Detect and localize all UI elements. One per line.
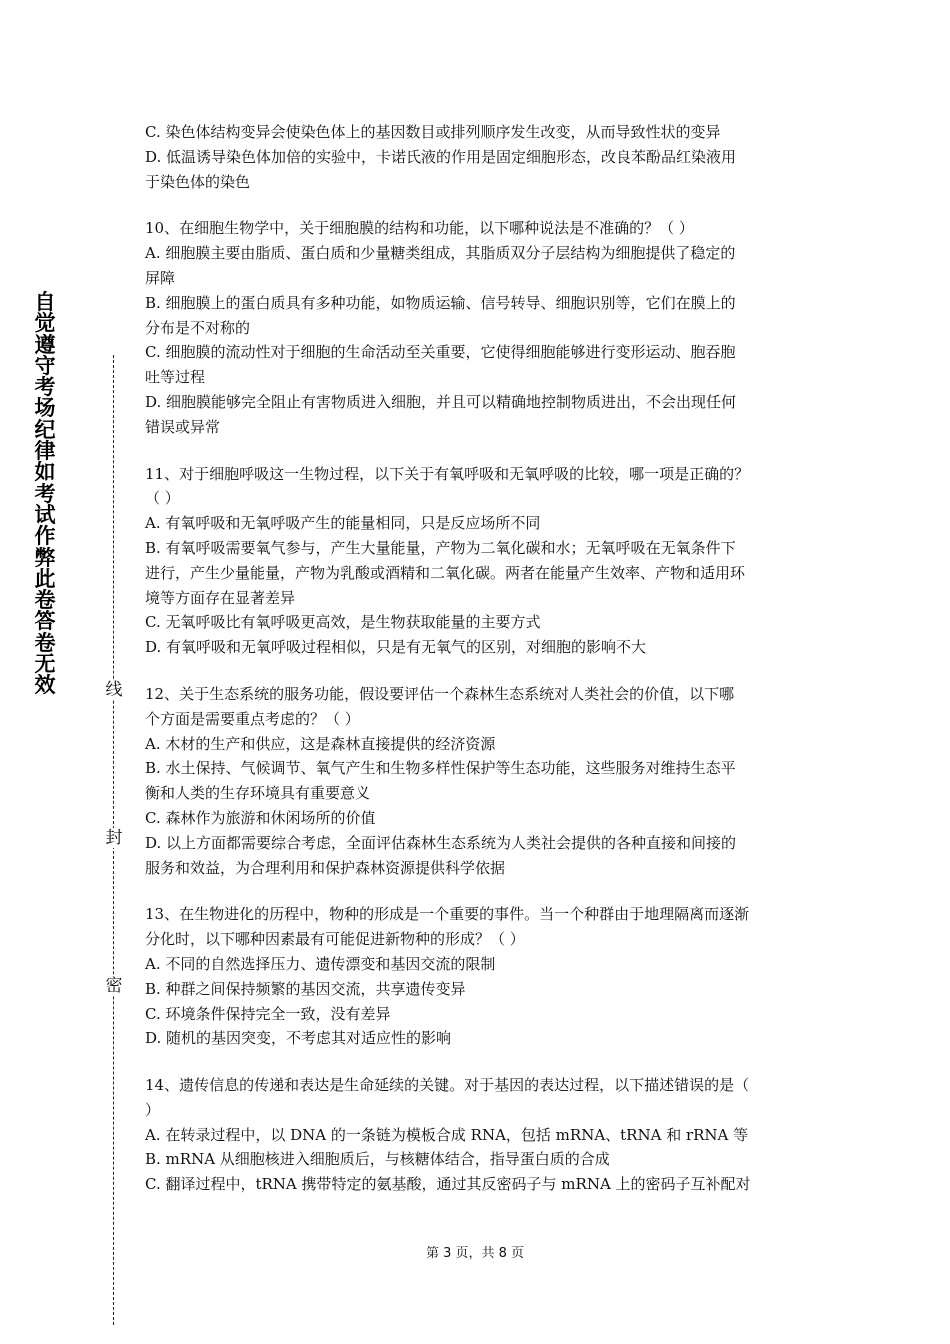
option-c: C. 无氧呼吸比有氧呼吸更高效，是生物获取能量的主要方式 <box>145 613 541 632</box>
option-c-cont: 吐等过程 <box>145 368 206 387</box>
option-d-cont: 错误或异常 <box>145 417 221 436</box>
option-b-cont: 衡和人类的生存环境具有重要意义 <box>145 784 371 803</box>
option-a: A. 在转录过程中，以 DNA 的一条链为模板合成 RNA，包括 mRNA、tRNA 和 rRNA 等 <box>145 1125 749 1144</box>
question-12 <box>145 682 810 880</box>
page-number: 第 3 页，共 8 页 <box>425 1246 525 1261</box>
option-b-cont: 进行，产生少量能量，产物为乳酸或酒精和二氧化碳。两者在能量产生效率、产物和适用环 <box>145 563 746 582</box>
option-c: C. 环境条件保持完全一致，没有差异 <box>145 1004 391 1023</box>
question-11 <box>145 462 810 660</box>
option-d: D. 细胞膜能够完全阻止有害物质进入细胞，并且可以精确地控制物质进出，不会出现任何 <box>145 392 737 411</box>
binding-margin <box>0 0 130 1344</box>
option-a: A. 有氧呼吸和无氧呼吸产生的能量相同，只是反应场所不同 <box>145 514 541 533</box>
option-a: A. 细胞膜主要由脂质、蛋白质和少量糖类组成，其脂质双分子层结构为细胞提供了稳定的 <box>145 244 736 263</box>
question-stem-cont: 个方面是需要重点考虑的？（ ） <box>145 709 360 728</box>
option-d: D. 随机的基因突变，不考虑其对适应性的影响 <box>145 1029 452 1048</box>
question-10 <box>145 216 810 439</box>
question-stem-cont: ） <box>145 1100 161 1119</box>
question-9-continued <box>145 120 810 194</box>
question-stem-cont: （ ） <box>145 489 180 508</box>
option-c: C. 细胞膜的流动性对于细胞的生命活动至关重要，它使得细胞能够进行变形运动、胞吞胞 <box>145 343 736 362</box>
option-b-cont: 分布是不对称的 <box>145 318 251 337</box>
seal-mark-secret: 密 <box>102 976 126 996</box>
option-d: D. 以上方面都需要综合考虑，全面评估森林生态系统为人类社会提供的各种直接和间接的 <box>145 833 737 852</box>
option-c: C. 染色体结构变异会使染色体上的基因数目或排列顺序发生改变，从而导致性状的变异 <box>145 123 721 141</box>
question-stem-cont: 分化时，以下哪种因素最有可能促进新物种的形成？（ ） <box>145 930 525 949</box>
question-stem: 13、在生物进化的历程中，物种的形成是一个重要的事件。当一个种群由于地理隔离而逐渐 <box>145 905 750 924</box>
option-d-cont: 于染色体的染色 <box>145 172 251 191</box>
option-c: C. 翻译过程中，tRNA 携带特定的氨基酸，通过其反密码子与 mRNA 上的密码子互补配对 <box>145 1175 751 1194</box>
option-a-cont: 屏障 <box>145 268 176 287</box>
question-14 <box>145 1073 810 1197</box>
option-b-cont: 境等方面存在显著差异 <box>145 588 296 607</box>
option-a: A. 木材的生产和供应，这是森林直接提供的经济资源 <box>145 734 496 753</box>
question-content <box>145 120 810 1197</box>
option-b: B. 种群之间保持频繁的基因交流，共享遗传变异 <box>145 979 466 998</box>
option-d: D. 低温诱导染色体加倍的实验中，卡诺氏液的作用是固定细胞形态，改良苯酚品红染液用 <box>145 147 737 166</box>
question-13 <box>145 902 810 1051</box>
question-stem: 14、遗传信息的传递和表达是生命延续的关键。对于基因的表达过程，以下描述错误的是（ <box>145 1076 750 1095</box>
exam-discipline-notice: 自觉遵守考场纪律如考试作弊此卷答卷无效 <box>34 290 56 698</box>
question-stem: 12、关于生态系统的服务功能，假设要评估一个森林生态系统对人类社会的价值，以下哪 <box>145 684 735 703</box>
option-d-cont: 服务和效益，为合理利用和保护森林资源提供科学依据 <box>145 858 506 877</box>
question-stem: 10、在细胞生物学中，关于细胞膜的结构和功能，以下哪种说法是不准确的？（ ） <box>145 219 694 238</box>
seal-mark-line: 线 <box>102 680 126 700</box>
option-a: A. 不同的自然选择压力、遗传漂变和基因交流的限制 <box>145 954 496 973</box>
option-d: D. 有氧呼吸和无氧呼吸过程相似，只是有无氧气的区别，对细胞的影响不大 <box>145 638 647 657</box>
option-b: B. mRNA 从细胞核进入细胞质后，与核糖体结合，指导蛋白质的合成 <box>145 1150 610 1169</box>
option-b: B. 水土保持、气候调节、氧气产生和生物多样性保护等生态功能，这些服务对维持生态平 <box>145 759 736 778</box>
option-b: B. 细胞膜上的蛋白质具有多种功能，如物质运输、信号转导、细胞识别等，它们在膜上的 <box>145 293 736 312</box>
seal-mark-seal: 封 <box>102 828 126 848</box>
question-stem: 11、对于细胞呼吸这一生物过程，以下关于有氧呼吸和无氧呼吸的比较，哪一项是正确的？ <box>145 464 750 483</box>
option-c: C. 森林作为旅游和休闲场所的价值 <box>145 808 376 827</box>
option-b: B. 有氧呼吸需要氧气参与，产生大量能量，产物为二氧化碳和水；无氧呼吸在无氧条件下 <box>145 538 736 557</box>
